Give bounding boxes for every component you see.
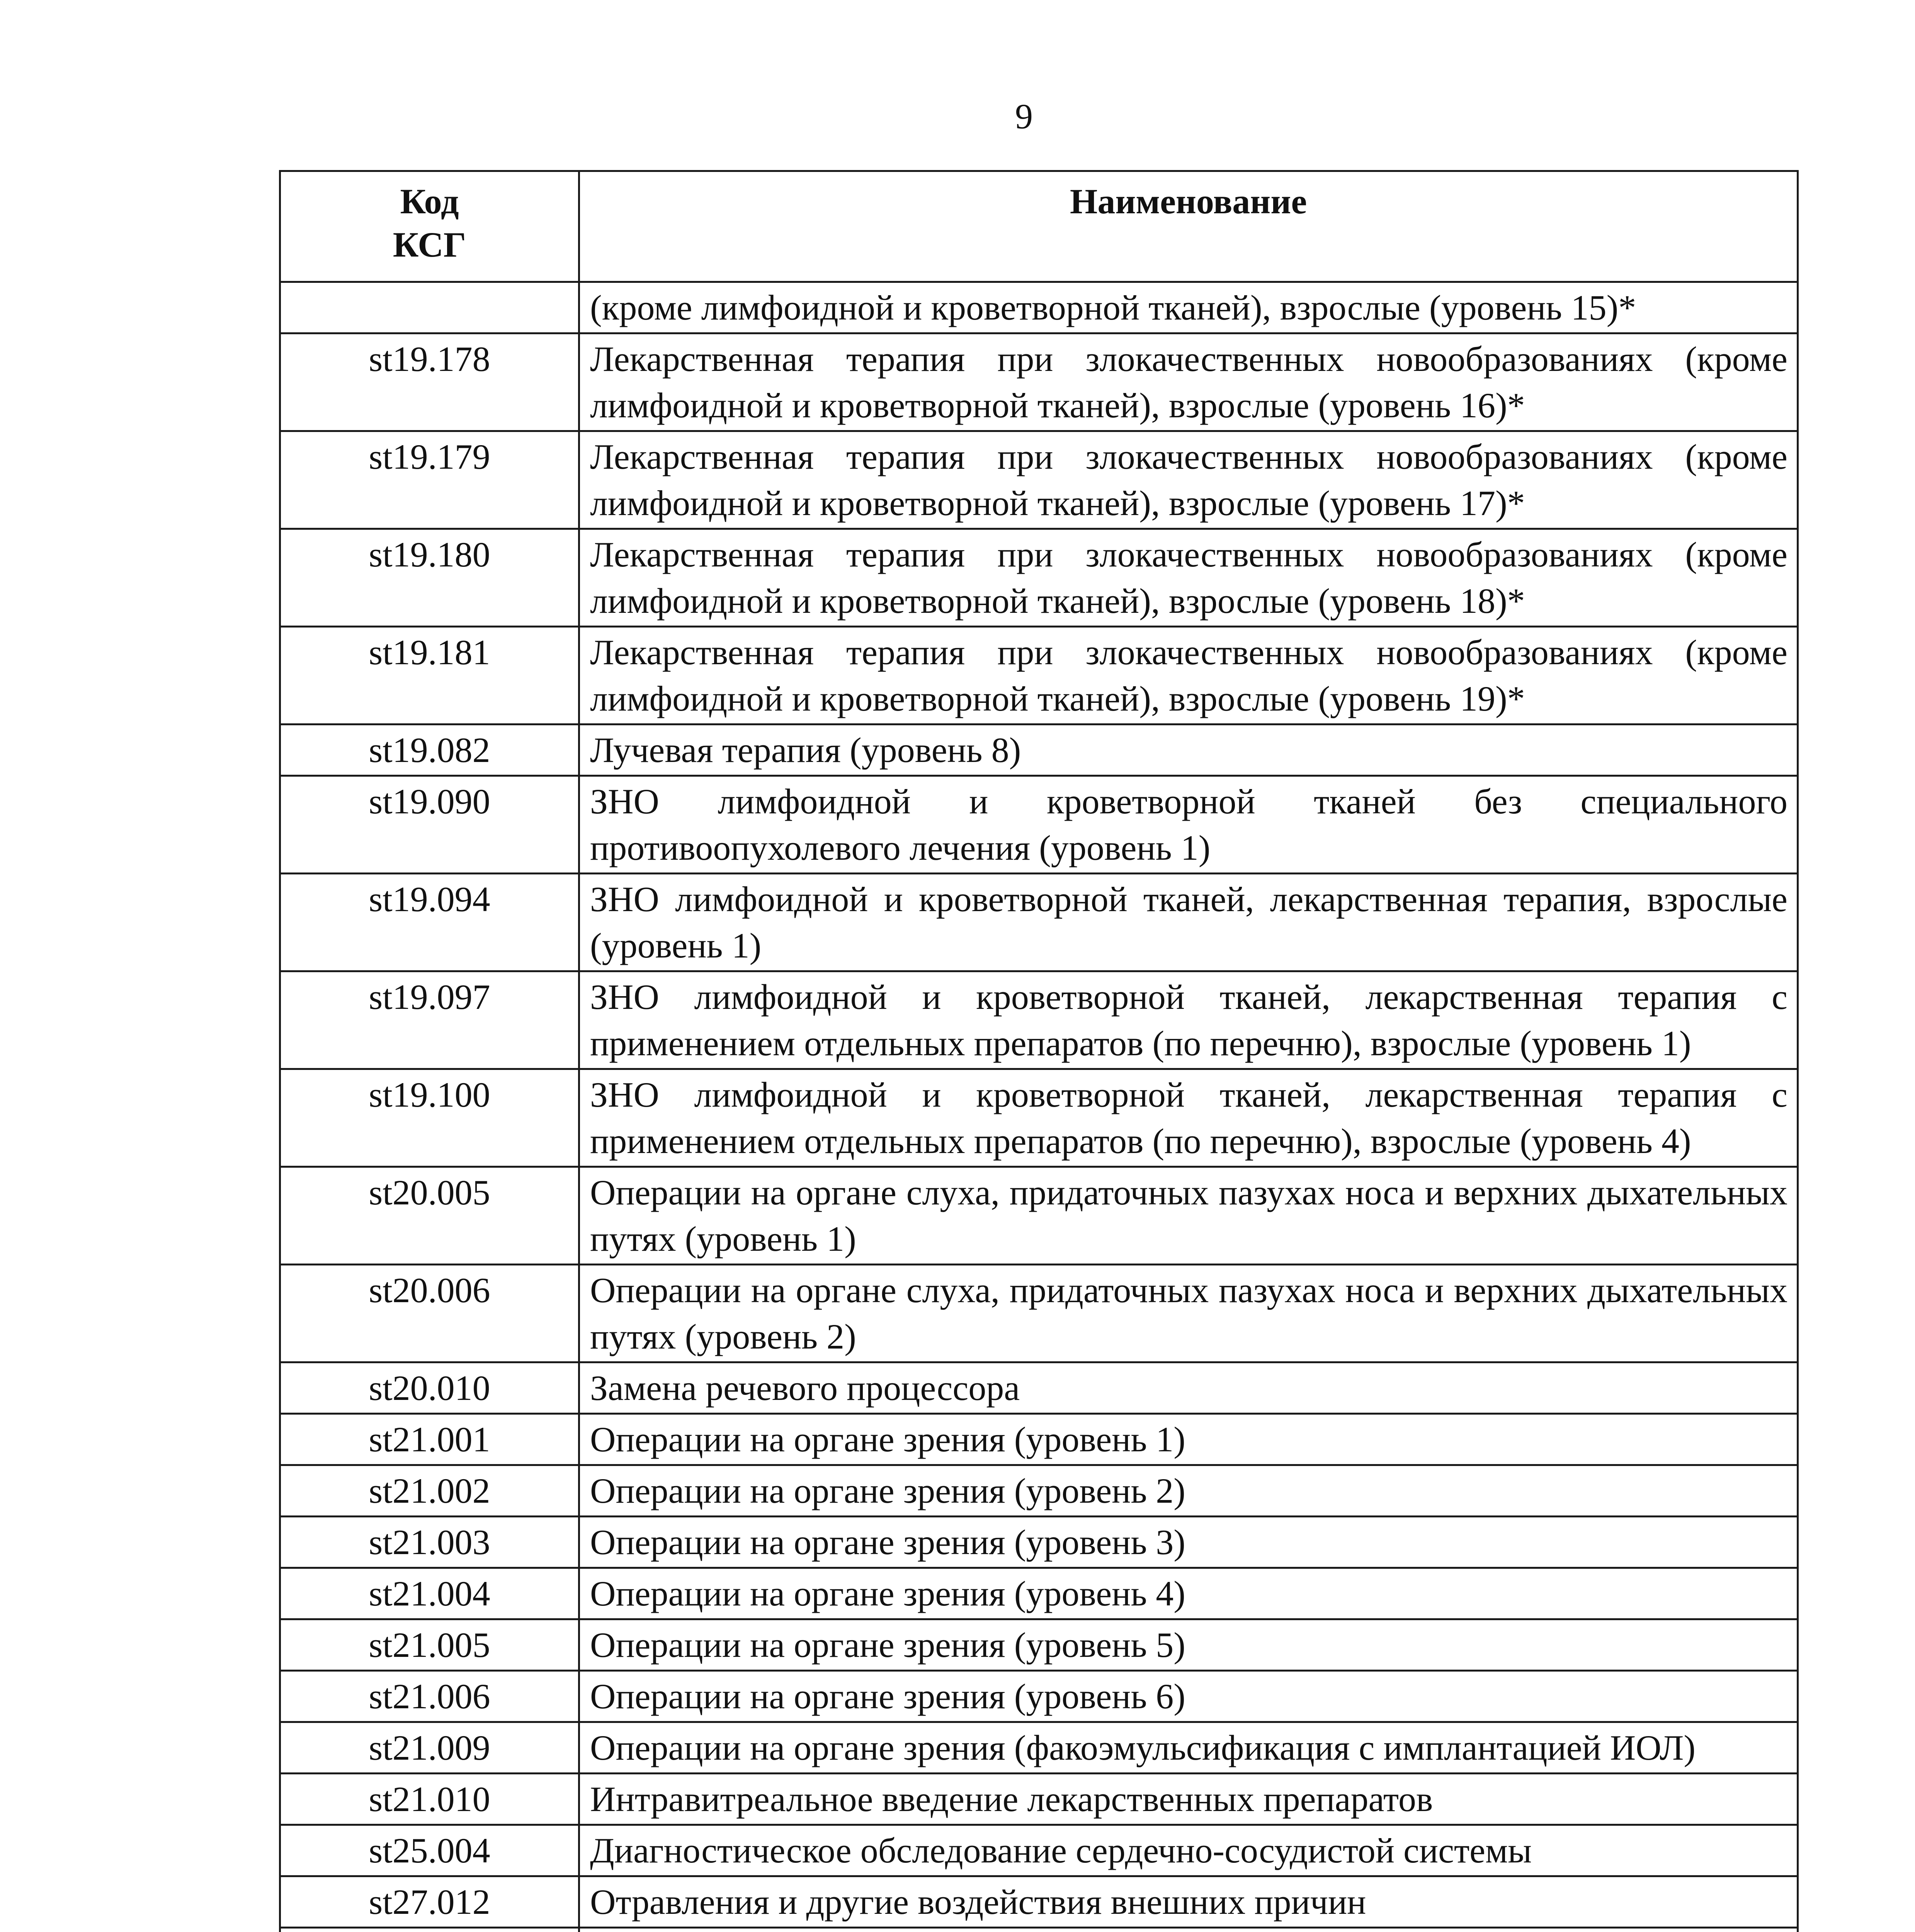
ksg-name-cell: Интравитреальное введение лекарственных препаратов: [579, 1774, 1798, 1825]
table-row: [280, 1671, 1798, 1722]
ksg-code-cell: st21.009: [280, 1722, 579, 1774]
ksg-name-cell: Операции на органе слуха, придаточных пазухах носа и верхних дыхательных путях (уровень 2): [579, 1265, 1798, 1362]
ksg-name-cell: Лекарственная терапия при злокачественных новообразованиях (кроме лимфоидной и кроветворной тканей), взрослые (уровень 17)*: [579, 431, 1798, 529]
ksg-code-cell: st19.097: [280, 971, 579, 1069]
ksg-code-cell: st20.006: [280, 1265, 579, 1362]
table-row: [280, 1928, 1798, 1932]
ksg-code-cell: st21.002: [280, 1465, 579, 1517]
table-row: [280, 1774, 1798, 1825]
ksg-name-cell: ЗНО лимфоидной и кроветворной тканей, лекарственная терапия, взрослые (уровень 1): [579, 874, 1798, 971]
header-code-line1: Код: [400, 182, 459, 221]
ksg-name-cell: Операции на органе зрения (уровень 6): [579, 1671, 1798, 1722]
table-row: [280, 282, 1798, 333]
ksg-code-cell: st19.090: [280, 776, 579, 874]
ksg-code-cell: st20.005: [280, 1167, 579, 1265]
table-row: [280, 1265, 1798, 1362]
table-row: [280, 776, 1798, 874]
ksg-code-cell: st27.012: [280, 1876, 579, 1928]
table-row: [280, 1465, 1798, 1517]
ksg-name-cell: Замена речевого процессора: [579, 1362, 1798, 1414]
ksg-code-cell: st19.178: [280, 333, 579, 431]
ksg-code-cell: [280, 282, 579, 333]
ksg-name-cell: Диагностическое обследование сердечно-сосудистой системы: [579, 1825, 1798, 1876]
ksg-code-cell: st25.004: [280, 1825, 579, 1876]
ksg-code-cell: st19.181: [280, 627, 579, 724]
ksg-code-cell: st21.006: [280, 1671, 579, 1722]
ksg-name-cell: Операции на органе зрения (уровень 2): [579, 1465, 1798, 1517]
table-row: [280, 1362, 1798, 1414]
table-header: [280, 171, 1798, 282]
header-name: Наименование: [579, 171, 1798, 282]
table-row: [280, 971, 1798, 1069]
ksg-name-cell: Лучевая терапия (уровень 8): [579, 724, 1798, 776]
ksg-name-cell: Операции на органе зрения (уровень 1): [579, 1414, 1798, 1465]
ksg-name-cell: Отравления и другие воздействия внешних причин: [579, 1876, 1798, 1928]
ksg-name-cell: Операции на органе зрения (факоэмульсификация с имплантацией ИОЛ): [579, 1722, 1798, 1774]
table-row: [280, 1069, 1798, 1167]
ksg-name-cell: Операции на органе зрения (уровень 5): [579, 1619, 1798, 1671]
table-row: [280, 724, 1798, 776]
table-body: [280, 282, 1798, 1932]
ksg-name-cell: Лекарственная терапия при злокачественных новообразованиях (кроме лимфоидной и кроветворной тканей), взрослые (уровень 19)*: [579, 627, 1798, 724]
header-code-ksg: [280, 171, 579, 282]
table-row: [280, 1568, 1798, 1619]
table-row: [280, 1517, 1798, 1568]
table-row: [280, 529, 1798, 627]
ksg-code-cell: [280, 1928, 579, 1932]
ksg-code-cell: st19.094: [280, 874, 579, 971]
table-row: [280, 627, 1798, 724]
ksg-name-cell: [579, 1928, 1798, 1932]
ksg-code-cell: st19.082: [280, 724, 579, 776]
table-row: [280, 1619, 1798, 1671]
table-row: [280, 1722, 1798, 1774]
ksg-code-cell: st19.100: [280, 1069, 579, 1167]
ksg-name-cell: Операции на органе слуха, придаточных пазухах носа и верхних дыхательных путях (уровень 1): [579, 1167, 1798, 1265]
page-number: 9: [1015, 97, 1033, 136]
table-row: [280, 1414, 1798, 1465]
ksg-name-cell: (кроме лимфоидной и кроветворной тканей), взрослые (уровень 15)*: [579, 282, 1798, 333]
ksg-name-cell: Операции на органе зрения (уровень 3): [579, 1517, 1798, 1568]
table-row: [280, 431, 1798, 529]
ksg-code-cell: st21.001: [280, 1414, 579, 1465]
ksg-code-cell: st20.010: [280, 1362, 579, 1414]
ksg-code-cell: st21.010: [280, 1774, 579, 1825]
table-row: [280, 1825, 1798, 1876]
table-row: [280, 1876, 1798, 1928]
ksg-name-cell: Операции на органе зрения (уровень 4): [579, 1568, 1798, 1619]
ksg-code-cell: st19.180: [280, 529, 579, 627]
ksg-code-cell: st21.004: [280, 1568, 579, 1619]
ksg-code-cell: st21.005: [280, 1619, 579, 1671]
ksg-table: [279, 170, 1799, 1932]
header-code-line2: КСГ: [393, 225, 466, 264]
header-row: [280, 171, 1798, 282]
ksg-name-cell: Лекарственная терапия при злокачественных новообразованиях (кроме лимфоидной и кроветворной тканей), взрослые (уровень 18)*: [579, 529, 1798, 627]
table-row: [280, 874, 1798, 971]
ksg-code-cell: st19.179: [280, 431, 579, 529]
table-row: [280, 333, 1798, 431]
table-row: [280, 1167, 1798, 1265]
ksg-name-cell: ЗНО лимфоидной и кроветворной тканей без специального противоопухолевого лечения (уровень 1): [579, 776, 1798, 874]
ksg-code-cell: st21.003: [280, 1517, 579, 1568]
ksg-name-cell: Лекарственная терапия при злокачественных новообразованиях (кроме лимфоидной и кроветворной тканей), взрослые (уровень 16)*: [579, 333, 1798, 431]
ksg-name-cell: ЗНО лимфоидной и кроветворной тканей, лекарственная терапия с применением отдельных препаратов (по перечню), взрослые (уровень 1): [579, 971, 1798, 1069]
ksg-name-cell: ЗНО лимфоидной и кроветворной тканей, лекарственная терапия с применением отдельных препаратов (по перечню), взрослые (уровень 4): [579, 1069, 1798, 1167]
